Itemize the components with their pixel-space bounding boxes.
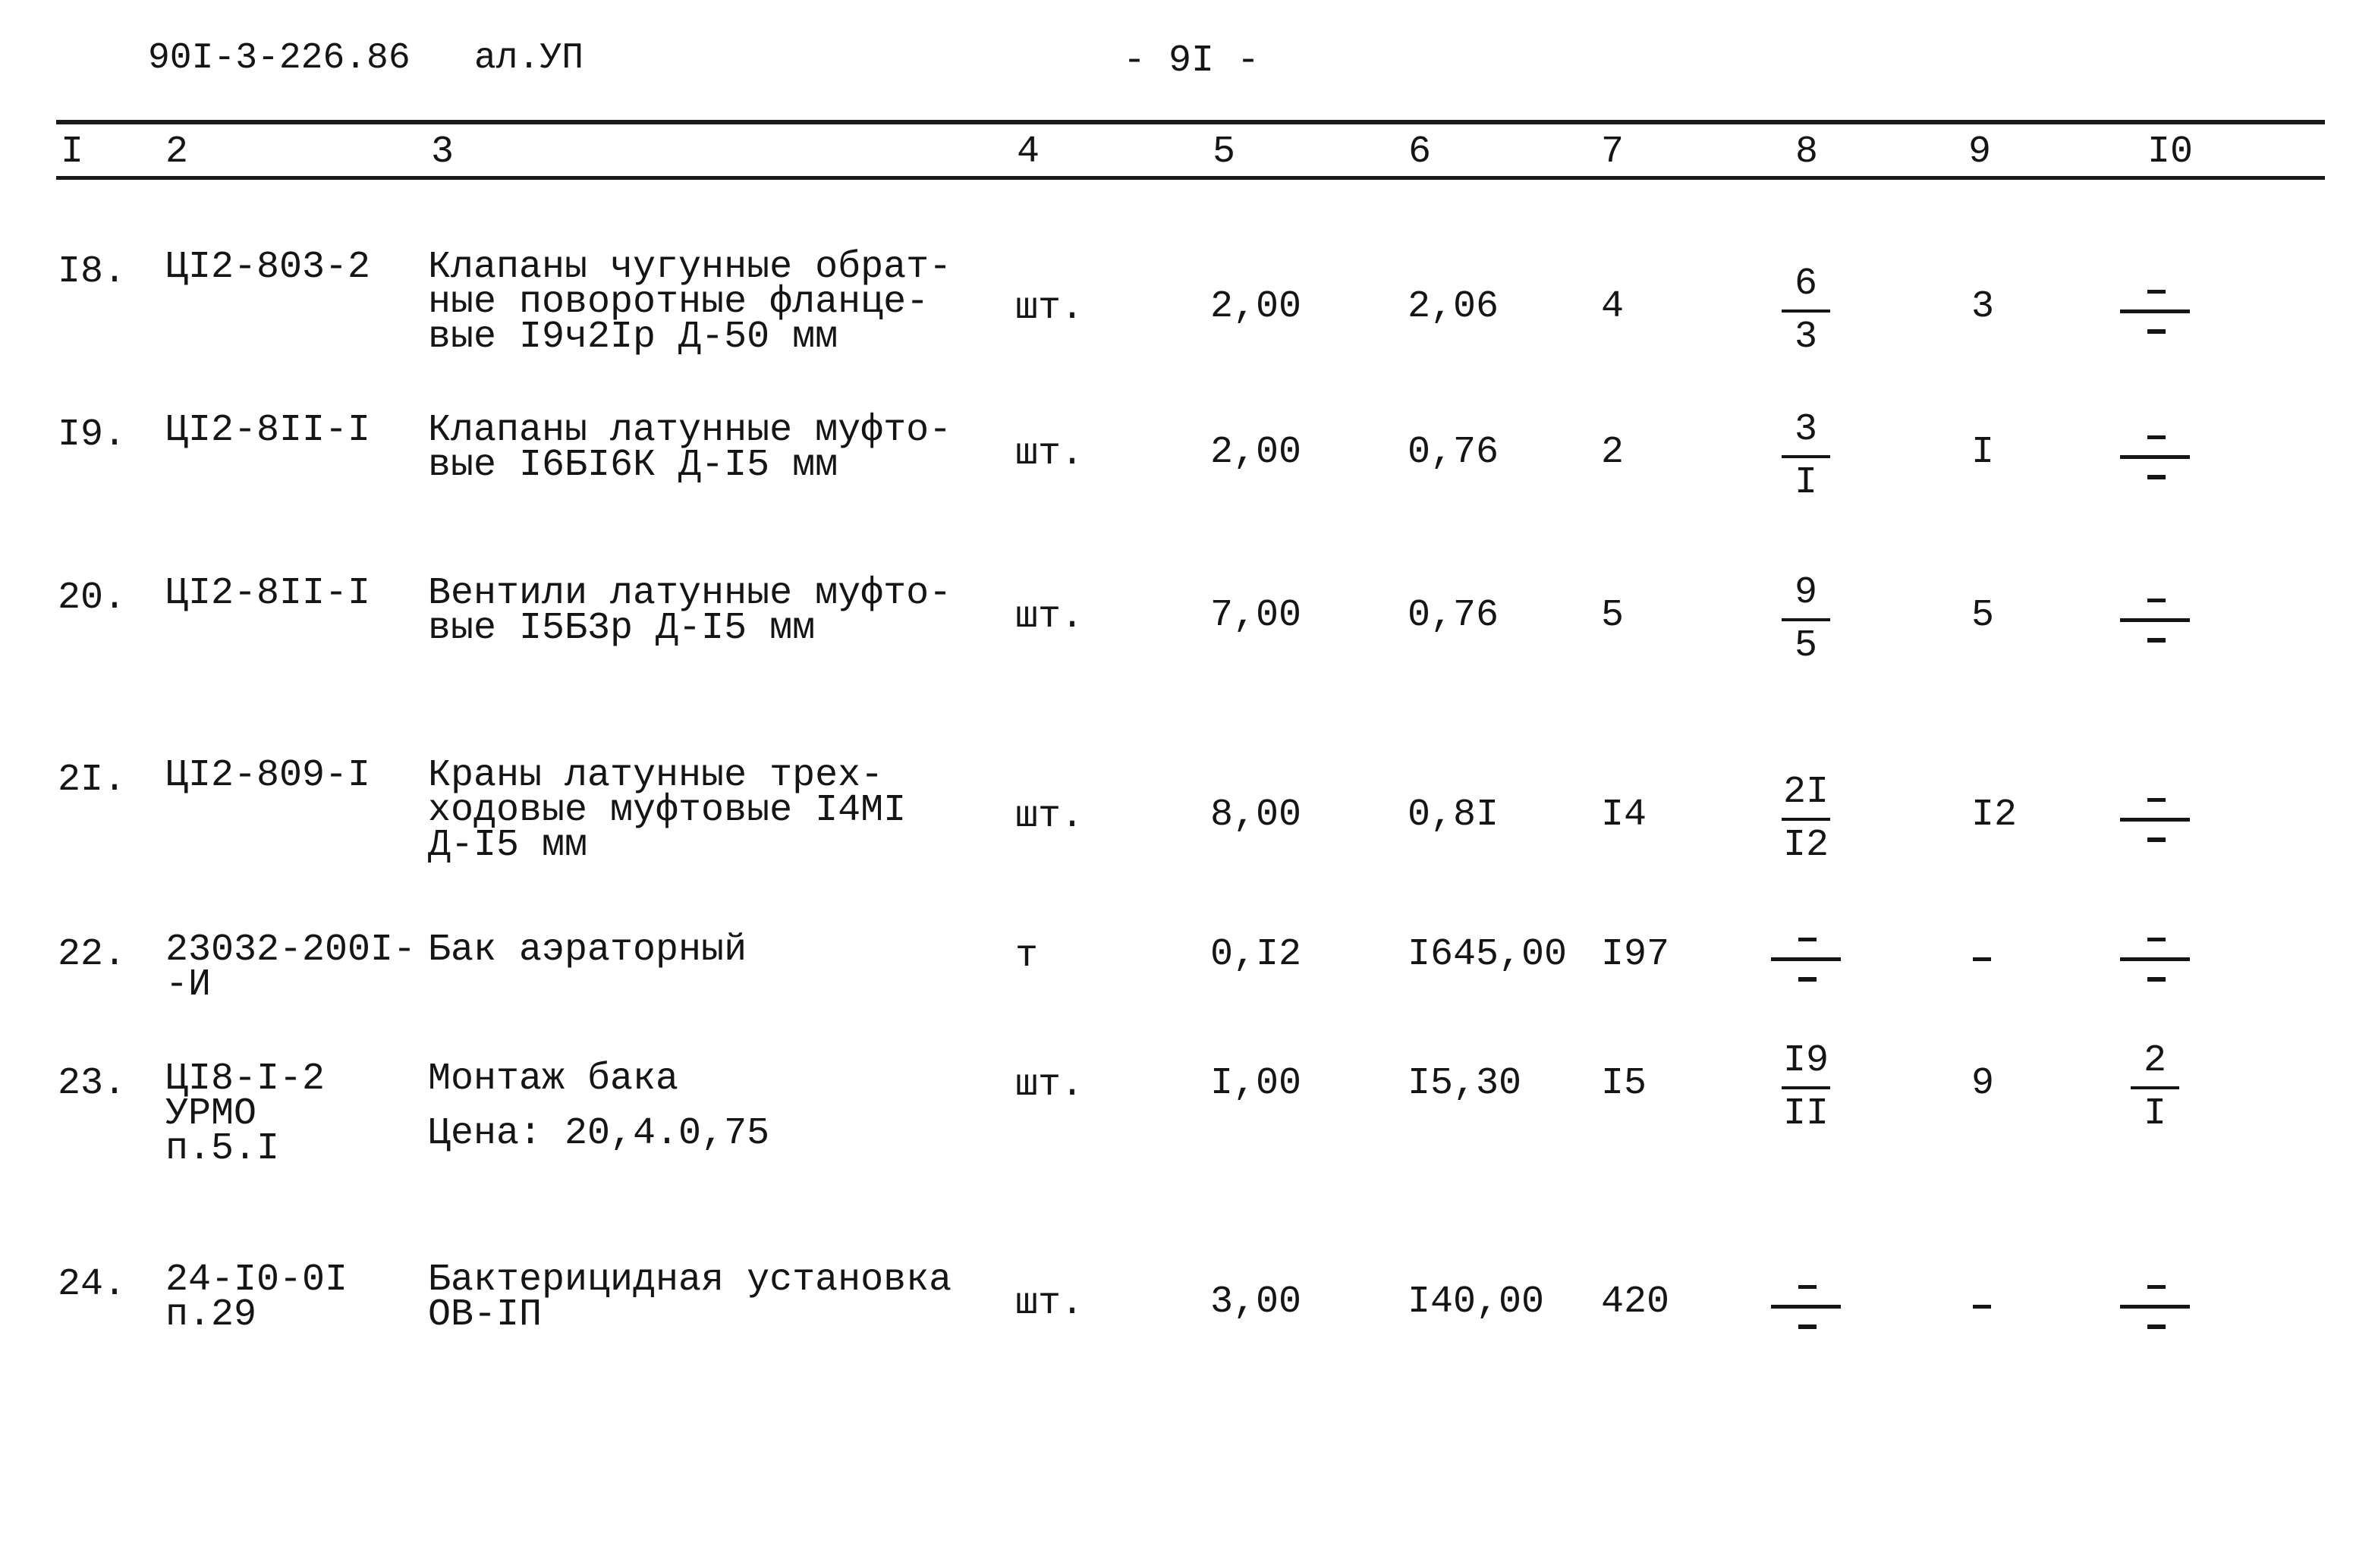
row-unit: шт. <box>1015 287 1084 330</box>
row-code <box>165 1057 326 1171</box>
fraction-bar <box>1782 1086 1830 1089</box>
fraction-denominator: 3 <box>1794 316 1817 359</box>
row-col8-fraction <box>1768 571 1844 668</box>
fraction-bar <box>2120 618 2190 622</box>
fraction-bar <box>2120 818 2190 822</box>
col-num-10: I0 <box>2147 130 2194 174</box>
row-unit: шт. <box>1015 595 1084 639</box>
row-col10-fraction <box>2117 285 2193 338</box>
name-line: Монтаж бака <box>428 1057 679 1101</box>
col-num-3: 3 <box>431 130 455 174</box>
row-name <box>428 1258 952 1337</box>
name-line: ходовые муфтовые I4МI <box>428 789 907 832</box>
row-quantity: I,00 <box>1210 1062 1302 1105</box>
row-col9: I <box>1971 431 1995 474</box>
col-num-7: 7 <box>1601 130 1625 174</box>
fraction-numerator: 6 <box>1794 262 1817 306</box>
dash-bottom <box>1798 977 1817 982</box>
name-line: Краны латунные трех- <box>428 754 884 797</box>
fraction-bar <box>1771 1305 1841 1309</box>
name-line: ные поворотные фланце- <box>428 281 930 324</box>
row-col8-fraction <box>1768 771 1844 868</box>
row-number: 22. <box>58 933 127 976</box>
row-unit: т <box>1015 935 1039 978</box>
row-quantity: 8,00 <box>1210 793 1302 837</box>
row-unit: шт. <box>1015 432 1084 476</box>
fraction-numerator: I9 <box>1782 1039 1829 1083</box>
row-col10-fraction <box>2117 793 2193 847</box>
col-num-1: I <box>61 130 84 174</box>
name-line: ОВ-IП <box>428 1293 543 1337</box>
col-num-8: 8 <box>1795 130 1819 174</box>
fraction-denominator: I <box>2143 1092 2166 1136</box>
dash-top <box>2147 798 2166 802</box>
row-col8-fraction <box>1768 408 1844 505</box>
name-line: Бактерицидная установка <box>428 1258 952 1302</box>
row-col9: I2 <box>1971 793 2018 837</box>
document-code: 90I-3-226.86 <box>148 38 411 79</box>
fraction-bar <box>2120 455 2190 459</box>
row-unit: шт. <box>1015 1064 1084 1107</box>
name-line: вые I6БI6К Д-I5 мм <box>428 444 838 487</box>
name-line: Клапаны латунные муфто- <box>428 409 952 452</box>
row-col9: 9 <box>1971 1062 1995 1105</box>
row-unit-price: I645,00 <box>1408 933 1568 976</box>
row-name <box>428 409 952 487</box>
row-total: 420 <box>1601 1280 1670 1324</box>
code-line: ЦI2-809-I <box>165 754 371 797</box>
row-total: 4 <box>1601 285 1625 328</box>
code-line: п.5.I <box>165 1127 280 1171</box>
code-line: п.29 <box>165 1293 257 1337</box>
name-line: Клапаны чугунные обрат- <box>428 246 952 289</box>
row-col10-fraction <box>2117 933 2193 986</box>
row-unit-price: 0,76 <box>1408 431 1499 474</box>
table-header-rule <box>56 176 2325 180</box>
dash-bottom <box>2147 329 2166 334</box>
dash-top <box>1798 938 1817 941</box>
row-col10-fraction <box>2117 1280 2193 1334</box>
dash-bottom <box>2147 977 2166 982</box>
row-number: I9. <box>58 413 127 457</box>
fraction-numerator: 9 <box>1794 571 1817 614</box>
name-line: Вентили латунные муфто- <box>428 572 952 615</box>
row-code <box>165 754 371 797</box>
row-number: 23. <box>58 1062 127 1105</box>
dash-top <box>1798 1285 1817 1289</box>
code-line: ЦI2-8II-I <box>165 572 371 615</box>
row-unit: шт. <box>1015 1282 1084 1325</box>
code-line: 23032-200I- <box>165 929 417 972</box>
row-col8-fraction <box>1768 933 1844 986</box>
row-quantity: 2,00 <box>1210 431 1302 474</box>
row-col8-fraction <box>1768 1280 1844 1334</box>
fraction-bar <box>1782 455 1830 458</box>
page-header <box>0 0 2375 114</box>
row-unit: шт. <box>1015 795 1084 838</box>
dash-top <box>2147 938 2166 941</box>
col-num-4: 4 <box>1017 130 1040 174</box>
row-number: I8. <box>58 250 127 294</box>
row-col10-fraction <box>2117 431 2193 484</box>
col-num-5: 5 <box>1213 130 1236 174</box>
row-col9: 3 <box>1971 285 1995 328</box>
row-number: 2I. <box>58 759 127 802</box>
row-col10-fraction <box>2117 1039 2193 1136</box>
page-number: - 9I - <box>1123 39 1260 83</box>
fraction-bar <box>2131 1086 2179 1089</box>
row-name <box>428 572 952 650</box>
row-total: I5 <box>1601 1062 1647 1105</box>
fraction-numerator: 2I <box>1782 771 1829 814</box>
dash-top <box>2147 290 2166 294</box>
row-total: I4 <box>1601 793 1647 837</box>
code-line: ЦI8-I-2 <box>165 1057 326 1101</box>
row-unit-price: 2,06 <box>1408 285 1499 328</box>
col-num-2: 2 <box>165 130 189 174</box>
fraction-numerator: 2 <box>2143 1039 2166 1083</box>
code-line: УРМО <box>165 1092 257 1136</box>
dash-bottom <box>1798 1324 1817 1329</box>
row-col9-dash <box>1973 1305 1991 1309</box>
row-col8-fraction <box>1768 262 1844 360</box>
fraction-denominator: I <box>1794 461 1817 504</box>
col-num-6: 6 <box>1408 130 1432 174</box>
row-unit-price: I5,30 <box>1408 1062 1522 1105</box>
row-code <box>165 1258 348 1337</box>
row-code <box>165 409 371 452</box>
dash-bottom <box>2147 837 2166 842</box>
row-code <box>165 572 371 615</box>
row-unit-price: 0,76 <box>1408 594 1499 637</box>
fraction-denominator: I2 <box>1782 824 1829 867</box>
row-col8-fraction <box>1768 1039 1844 1136</box>
row-name <box>428 754 907 867</box>
code-line: ЦI2-8II-I <box>165 409 371 452</box>
fraction-numerator: 3 <box>1794 408 1817 451</box>
fraction-bar <box>2120 957 2190 961</box>
code-line: -И <box>165 963 212 1007</box>
row-col9: 5 <box>1971 594 1995 637</box>
row-col10-fraction <box>2117 594 2193 647</box>
dash-bottom <box>2147 475 2166 479</box>
row-quantity: 2,00 <box>1210 285 1302 328</box>
row-total: I97 <box>1601 933 1670 976</box>
dash-top <box>2147 1285 2166 1289</box>
sheet-label: ал.УП <box>474 38 584 79</box>
name-line: вые I5Б3р Д-I5 мм <box>428 607 816 650</box>
table-top-rule <box>56 120 2325 124</box>
dash-bottom <box>2147 1324 2166 1329</box>
row-name <box>428 246 952 359</box>
name-line: Д-I5 мм <box>428 824 588 867</box>
row-col9-dash <box>1973 957 1991 961</box>
fraction-bar <box>1771 957 1841 961</box>
row-total: 2 <box>1601 431 1625 474</box>
dash-bottom <box>2147 638 2166 643</box>
row-quantity: 0,I2 <box>1210 933 1302 976</box>
row-unit-price: I40,00 <box>1408 1280 1545 1324</box>
dash-top <box>2147 599 2166 602</box>
row-total: 5 <box>1601 594 1625 637</box>
code-line: 24-I0-0I <box>165 1258 348 1302</box>
row-quantity: 3,00 <box>1210 1280 1302 1324</box>
col-num-9: 9 <box>1968 130 1992 174</box>
price-note: Цена: 20,4.0,75 <box>428 1112 770 1155</box>
row-quantity: 7,00 <box>1210 594 1302 637</box>
code-line: ЦI2-803-2 <box>165 246 371 289</box>
fraction-bar <box>1782 818 1830 821</box>
row-code <box>165 929 417 1007</box>
name-line: Бак аэраторный <box>428 929 747 972</box>
row-name <box>428 929 747 972</box>
fraction-bar <box>1782 310 1830 313</box>
row-number: 24. <box>58 1263 127 1306</box>
fraction-bar <box>2120 310 2190 313</box>
row-unit-price: 0,8I <box>1408 793 1499 837</box>
name-line: вые I9ч2Iр Д-50 мм <box>428 316 838 359</box>
row-number: 20. <box>58 577 127 620</box>
dash-top <box>2147 435 2166 439</box>
fraction-bar <box>1782 618 1830 621</box>
fraction-denominator: II <box>1782 1092 1829 1136</box>
row-code <box>165 246 371 289</box>
fraction-denominator: 5 <box>1794 624 1817 668</box>
fraction-bar <box>2120 1305 2190 1309</box>
row-name <box>428 1057 770 1155</box>
